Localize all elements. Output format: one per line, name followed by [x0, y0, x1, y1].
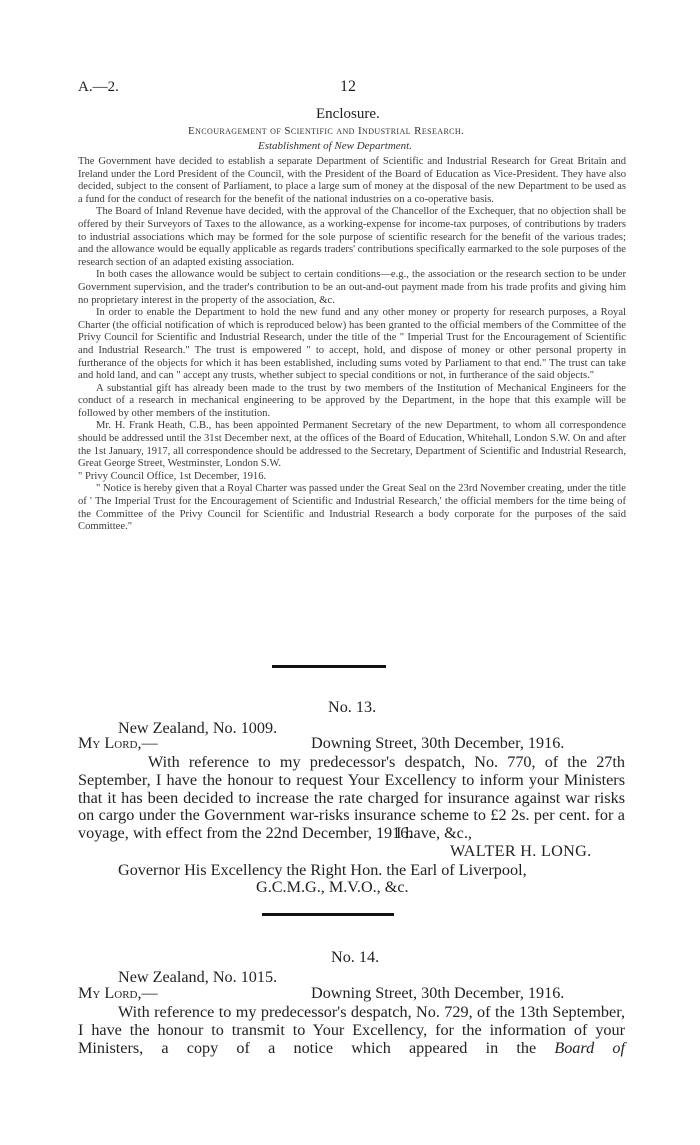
despatch-body-italic: Board of: [554, 1038, 625, 1057]
despatch-body: With reference to my predecessor's despatch, No. 770, of the 27th September, I have the honour to request Your Excellency to inform your Ministers that it has been decided to increase the rate charged for insurance against war risks on cargo under the Government war-risks insurance scheme to £2 2s. per cent. for a voyage, with effect from the 22nd December, 1916.: [78, 753, 625, 843]
closing: I have, &c.,: [396, 824, 472, 842]
enclosure-paragraph: The Board of Inland Revenue have decided, with the approval of the Chancellor of the Exchequer, that no objection shall be offered by their Surveyors of Taxes to the allowance, as a working-expense for income-tax purposes, of contributions by traders to industrial associations which may be formed for the sole purpose of scientific research for the benefit of the various trades; and the allowance would be equally applicable as regards traders' contributions specifically earmarked to the sole purposes of the research section of an adapted existing association.: [78, 206, 626, 268]
enclosure-paragraph: Mr. H. Frank Heath, C.B., has been appointed Permanent Secretary of the new Department, to whom all correspondence should be addressed until the 31st December next, at the offices of the Board of Education, Whitehall, London S.W. On and after the 1st January, 1917, all correspondence should be addressed to the Secretary, Department of Scientific and Industrial Research, Great George Street, Westminster, London S.W.: [78, 420, 626, 470]
despatch-body: [78, 1004, 625, 1057]
enclosure-paragraph: A substantial gift has already been made to the trust by two members of the Institution of Mechanical Engineers for the conduct of a research in mechanical engineering to be approved by the Department, in the hope that this example will be followed by other members of the institution.: [78, 382, 626, 419]
salutation: My Lord,—: [78, 984, 158, 1002]
addressee-honours: G.C.M.G., M.V.O., &c.: [256, 878, 409, 896]
signature: WALTER H. LONG.: [450, 842, 592, 860]
despatch-number: No. 13.: [328, 698, 377, 716]
charter-notice: " Notice is hereby given that a Royal Charter was passed under the Great Seal on the 23rd November creating, under the title of ' The Imperial Trust for the Encouragement of Scientific and Industrial Research,' the official members for the time being of the Committee of the Privy Council for Scientific and Industrial Research a body corporate for the purposes of the said Committee.": [78, 483, 626, 533]
page-ref: A.—2.: [78, 79, 119, 95]
page-number: 12: [340, 78, 356, 95]
despatch-ref: New Zealand, No. 1009.: [118, 719, 278, 737]
section-divider: [272, 665, 386, 668]
despatch-ref: New Zealand, No. 1015.: [118, 968, 278, 986]
enclosure-paragraph: In order to enable the Department to hold the new fund and any other money or property for research purposes, a Royal Charter (the official notification of which is reproduced below) has been granted to the official members of the Committee of the Privy Council for Scientific and Industrial Research, under the title of the " Imperial Trust for the Encouragement of Scientific and Industrial Research." The trust is empowered " to accept, hold, and dispose of money or other personal property in furtherance of the objects for which it has been established, including sums voted by Parliament to that end." The trust can take and hold land, and can " accept any trusts, whether subject to special conditions or not, in furtherance of the said objects.": [78, 307, 626, 382]
enclosure-body: [78, 156, 626, 534]
addressee: Governor His Excellency the Right Hon. the Earl of Liverpool,: [118, 861, 527, 879]
section-divider: [262, 913, 394, 916]
place-date: Downing Street, 30th December, 1916.: [311, 734, 565, 752]
enclosure-heading: Enclosure.: [316, 106, 380, 122]
enclosure-subheading: Encouragement of Scientific and Industrial Research.: [188, 125, 465, 137]
enclosure-paragraph: The Government have decided to establish a separate Department of Scientific and Industrial Research for Great Britain and Ireland under the Lord President of the Council, with the President of the Board of Education as Vice-President. They have also decided, subject to the consent of Parliament, to place a large sum of money at the disposal of the new Department to be used as a fund for the conduct of research for the benefit of the national industries on a co-operative basis.: [78, 156, 626, 205]
enclosure-paragraph: In both cases the allowance would be subject to certain conditions—e.g., the association or the research section to be under Government supervision, and the trader's contribution to be an out-and-out payment made from his trade profits and giving him no proprietary interest in the property of the association, &c.: [78, 269, 626, 306]
despatch-body-text: With reference to my predecessor's despatch, No. 729, of the 13th September, I have the honour to transmit to Your Excellency, for the information of your Ministers, a copy of a notice which appeared in the: [78, 1003, 625, 1057]
salutation: My Lord,—: [78, 734, 158, 752]
place-date: Downing Street, 30th December, 1916.: [311, 984, 565, 1002]
despatch-number: No. 14.: [331, 948, 380, 966]
notice-dateline: " Privy Council Office, 1st December, 1916.: [78, 470, 267, 482]
enclosure-subtitle: Establishment of New Department.: [258, 140, 412, 152]
